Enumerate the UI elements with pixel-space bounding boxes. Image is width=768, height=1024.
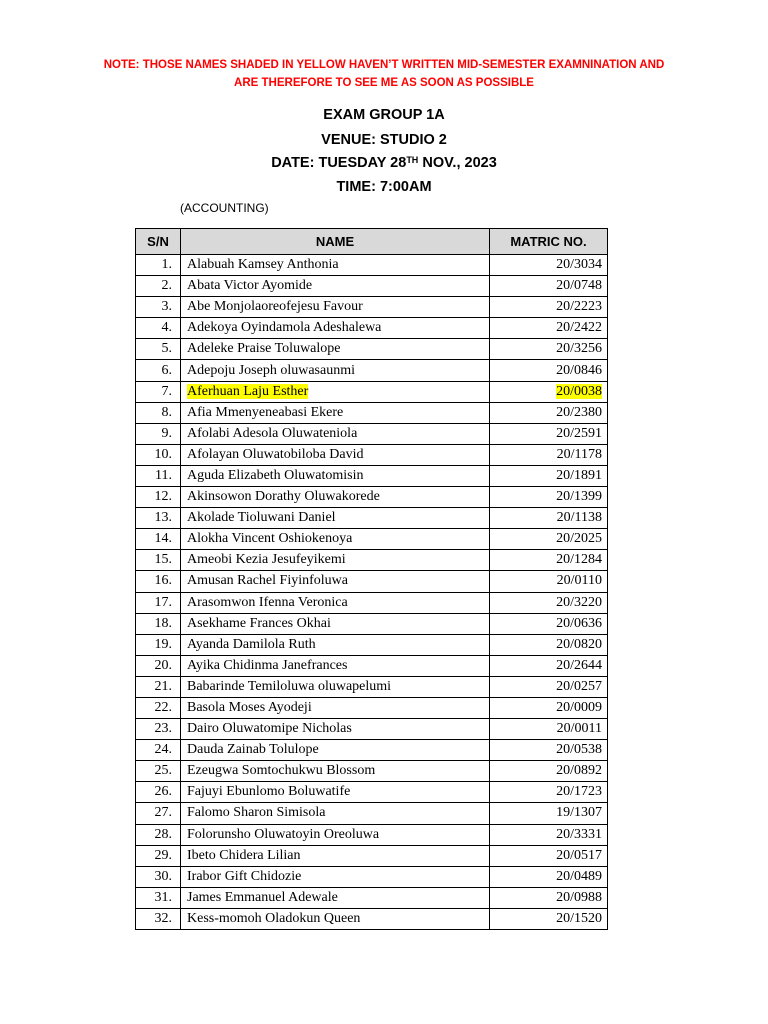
row-matric-text: 20/0748 [556,278,602,294]
row-matric [490,508,608,529]
row-matric [490,740,608,761]
row-name-text: Adepoju Joseph oluwasaunmi [187,362,355,378]
row-name [181,487,490,508]
table-row [136,487,608,508]
table-row [136,676,608,697]
row-matric-text: 20/1399 [556,489,602,505]
row-matric [490,697,608,718]
row-matric-text: 20/0257 [556,678,602,694]
row-matric [490,634,608,655]
row-name [181,571,490,592]
date-suffix: NOV., 2023 [418,155,497,171]
row-sn: 17. [136,592,181,613]
row-name [181,592,490,613]
row-sn: 26. [136,782,181,803]
table-row [136,655,608,676]
row-name-text: Basola Moses Ayodeji [187,700,312,716]
row-matric-text: 20/2223 [556,299,602,315]
table-row [136,508,608,529]
row-matric-text: 20/0011 [556,721,602,737]
subject-label: (ACCOUNTING) [180,201,269,215]
row-matric-text: 20/1723 [556,784,602,800]
table-row [136,908,608,929]
row-name [181,339,490,360]
row-name [181,655,490,676]
row-matric-text: 20/3220 [556,594,602,610]
row-matric [490,360,608,381]
row-sn: 5. [136,339,181,360]
row-name-text: Alokha Vincent Oshiokenoya [187,531,353,547]
row-sn: 31. [136,887,181,908]
table-row [136,255,608,276]
row-name-text: Folorunsho Oluwatoyin Oreoluwa [187,826,380,842]
row-name-text: Akinsowon Dorathy Oluwakorede [187,489,380,505]
table-row [136,297,608,318]
row-matric [490,887,608,908]
row-matric-text: 19/1307 [556,805,602,821]
row-name [181,297,490,318]
table-row [136,571,608,592]
row-matric [490,381,608,402]
row-matric [490,824,608,845]
row-sn: 6. [136,360,181,381]
row-sn: 2. [136,276,181,297]
row-name [181,887,490,908]
row-sn: 27. [136,803,181,824]
table-row [136,276,608,297]
row-matric [490,550,608,571]
row-matric-text: 20/1891 [556,467,602,483]
table-row [136,866,608,887]
row-name [181,782,490,803]
row-matric-text: 20/0820 [556,636,602,652]
row-sn: 7. [136,381,181,402]
row-name-text: Afolabi Adesola Oluwateniola [187,425,358,441]
table-row [136,803,608,824]
row-matric-text: 20/3331 [556,826,602,842]
date-heading [0,153,768,173]
table-row [136,761,608,782]
row-sn: 12. [136,487,181,508]
row-matric-text: 20/2380 [556,404,602,420]
row-matric [490,276,608,297]
row-matric [490,908,608,929]
row-name [181,697,490,718]
table-row [136,423,608,444]
row-matric [490,719,608,740]
table-row [136,634,608,655]
row-name-text: Falomo Sharon Simisola [187,805,326,821]
row-sn: 3. [136,297,181,318]
time-heading: TIME: 7:00AM [336,179,432,195]
row-matric-text: 20/0489 [556,868,602,884]
row-name-text: Amusan Rachel Fiyinfoluwa [187,573,348,589]
table-body [136,255,608,930]
row-name [181,719,490,740]
row-name-text: Alabuah Kamsey Anthonia [187,257,339,273]
header-sn: S/N [136,229,181,255]
row-sn: 24. [136,740,181,761]
row-matric [490,866,608,887]
row-name-text: Ayika Chidinma Janefrances [187,657,348,673]
row-name-text: Adekoya Oyindamola Adeshalewa [187,320,382,336]
row-sn: 18. [136,613,181,634]
row-name [181,676,490,697]
row-name-text: Babarinde Temiloluwa oluwapelumi [187,678,392,694]
row-sn: 21. [136,676,181,697]
row-matric-text: 20/0988 [556,889,602,905]
row-sn: 16. [136,571,181,592]
row-matric-text: 20/0846 [556,362,602,378]
row-name-text: Aguda Elizabeth Oluwatomisin [187,467,364,483]
row-matric [490,339,608,360]
row-name [181,255,490,276]
table-row [136,592,608,613]
row-matric [490,655,608,676]
row-name [181,529,490,550]
table-row [136,444,608,465]
row-name [181,360,490,381]
row-sn: 8. [136,402,181,423]
student-table [135,228,608,930]
warning-note-line-1: NOTE: THOSE NAMES SHADED IN YELLOW HAVEN’T WRITTEN MID-SEMESTER EXAMNINATION AND [103,59,665,71]
row-name-text: Asekhame Frances Okhai [187,615,331,631]
row-name-text: Akolade Tioluwani Daniel [187,510,336,526]
row-matric [490,803,608,824]
row-matric [490,465,608,486]
table-row [136,381,608,402]
row-matric [490,676,608,697]
row-sn: 9. [136,423,181,444]
row-name-text: Ayanda Damilola Ruth [187,636,316,652]
row-matric [490,613,608,634]
row-sn: 32. [136,908,181,929]
table-row [136,824,608,845]
row-name-text: Fajuyi Ebunlomo Boluwatife [187,784,351,800]
row-matric-text: 20/0538 [556,742,602,758]
row-name [181,740,490,761]
row-matric [490,529,608,550]
row-sn: 13. [136,508,181,529]
row-matric [490,761,608,782]
table-row [136,339,608,360]
row-matric [490,845,608,866]
row-sn: 20. [136,655,181,676]
row-name-text: Adeleke Praise Toluwalope [187,341,341,357]
row-name-text: Afia Mmenyeneabasi Ekere [187,404,344,420]
row-matric [490,402,608,423]
table-header-row [136,229,608,255]
row-sn: 22. [136,697,181,718]
row-sn: 30. [136,866,181,887]
table-row [136,529,608,550]
venue-heading: VENUE: STUDIO 2 [321,132,447,148]
row-name [181,381,490,402]
row-sn: 11. [136,465,181,486]
row-matric-text: 20/0110 [556,573,602,589]
row-name [181,402,490,423]
row-sn: 23. [136,719,181,740]
row-name-text: Arasomwon Ifenna Veronica [187,594,348,610]
row-name-text: Irabor Gift Chidozie [187,868,302,884]
row-sn: 28. [136,824,181,845]
row-matric-text: 20/0009 [556,700,602,716]
row-name [181,866,490,887]
row-name-text: Afolayan Oluwatobiloba David [187,446,364,462]
row-matric-text: 20/3256 [556,341,602,357]
header-name: NAME [181,229,490,255]
row-matric [490,297,608,318]
row-name-text: Dauda Zainab Tolulope [187,742,319,758]
row-matric-text: 20/3034 [556,257,602,273]
row-name-text: Aferhuan Laju Esther [187,383,309,399]
table-row [136,550,608,571]
row-name-text: Ibeto Chidera Lilian [187,847,301,863]
row-name [181,444,490,465]
row-matric [490,782,608,803]
row-matric [490,444,608,465]
row-name [181,423,490,444]
row-name [181,550,490,571]
row-name-text: Ameobi Kezia Jesufeyikemi [187,552,346,568]
row-sn: 15. [136,550,181,571]
date-prefix: DATE: TUESDAY 28 [271,155,407,171]
row-matric [490,423,608,444]
row-name [181,908,490,929]
row-matric-text: 20/2644 [556,657,602,673]
table-row [136,613,608,634]
row-matric-text: 20/1284 [556,552,602,568]
row-matric [490,487,608,508]
exam-group-heading: EXAM GROUP 1A [323,107,445,123]
table-row [136,402,608,423]
row-matric [490,255,608,276]
table-row [136,360,608,381]
row-matric [490,571,608,592]
row-matric-text: 20/0892 [556,763,602,779]
row-matric-text: 20/0636 [556,615,602,631]
row-sn: 4. [136,318,181,339]
table-row [136,697,608,718]
row-matric-text: 20/2422 [556,320,602,336]
row-sn: 19. [136,634,181,655]
row-matric-text: 20/1178 [556,446,602,462]
row-matric-text: 20/0517 [556,847,602,863]
row-name [181,761,490,782]
row-sn: 25. [136,761,181,782]
table-row [136,782,608,803]
table-row [136,845,608,866]
row-sn: 29. [136,845,181,866]
table-row [136,887,608,908]
row-name [181,613,490,634]
row-sn: 10. [136,444,181,465]
row-name [181,318,490,339]
table-row [136,719,608,740]
row-name [181,465,490,486]
row-matric-text: 20/0038 [556,383,602,399]
header-matric: MATRIC NO. [490,229,608,255]
date-ordinal-suffix: TH [406,155,419,165]
row-name-text: Abe Monjolaoreofejesu Favour [187,299,363,315]
row-name-text: Dairo Oluwatomipe Nicholas [187,721,352,737]
warning-note [60,56,708,92]
row-matric-text: 20/1138 [556,510,602,526]
warning-note-line-2: ARE THEREFORE TO SEE ME AS SOON AS POSSIBLE [234,77,534,89]
row-matric [490,318,608,339]
row-sn: 14. [136,529,181,550]
row-matric [490,592,608,613]
row-name [181,508,490,529]
table-row [136,740,608,761]
row-matric-text: 20/1520 [556,910,602,926]
row-sn: 1. [136,255,181,276]
row-matric-text: 20/2025 [556,531,602,547]
row-name-text: Abata Victor Ayomide [187,278,313,294]
row-name [181,803,490,824]
row-name [181,845,490,866]
row-matric-text: 20/2591 [556,425,602,441]
row-name-text: Ezeugwa Somtochukwu Blossom [187,763,376,779]
row-name [181,634,490,655]
row-name [181,824,490,845]
table-row [136,465,608,486]
row-name [181,276,490,297]
row-name-text: James Emmanuel Adewale [187,889,338,905]
table-row [136,318,608,339]
row-name-text: Kess-momoh Oladokun Queen [187,910,361,926]
